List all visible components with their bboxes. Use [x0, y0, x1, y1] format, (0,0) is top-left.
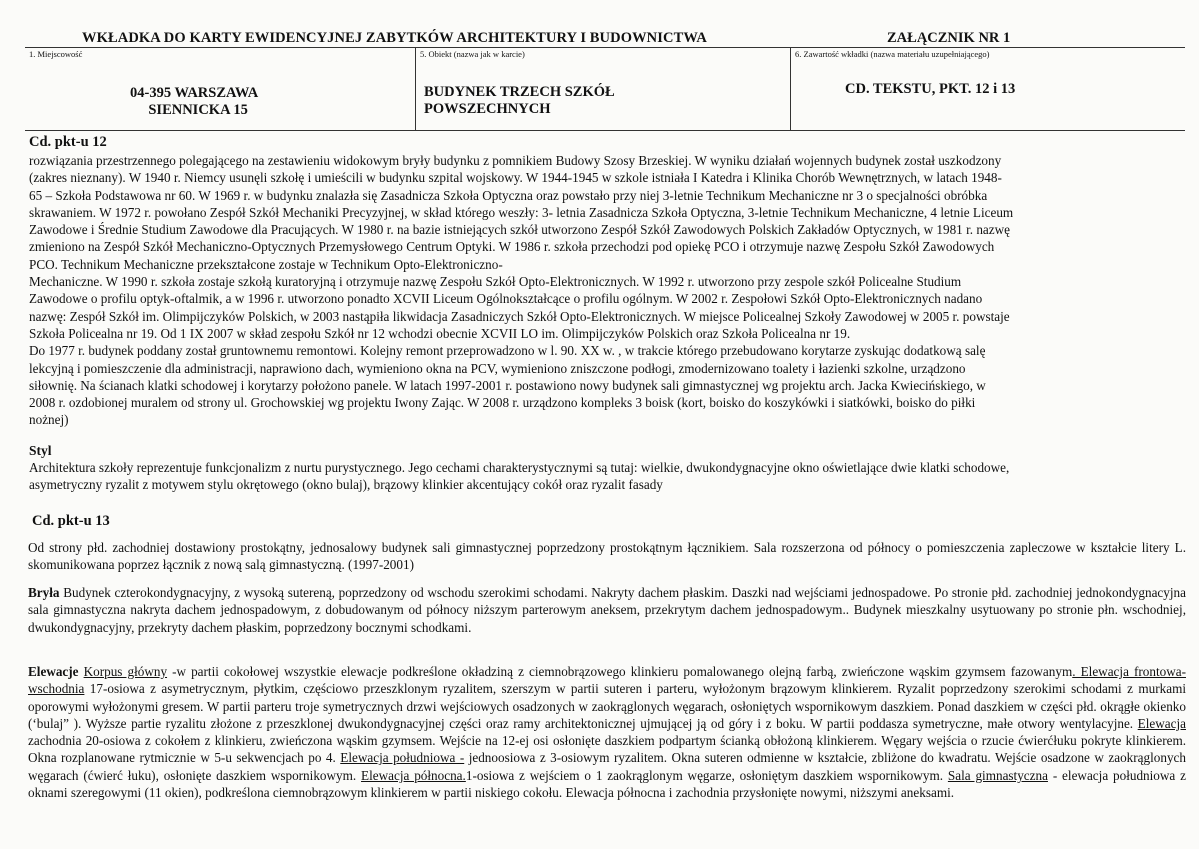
section-12-text [29, 152, 1189, 429]
massing-text: Budynek czterokondygnacyjny, z wysoką sutereną, poprzedzony od wschodu szerokimi schodami. Nakryty dachem płaskim. Daszki nad wejściami jednospadowe. Po stronie płd. zachodniej jednokondygnacyjna sala gimnastyczna nakryta dachem jednospadowym, z dobudowanym od północy niższym parterowym aneksem, przekrytym dachem jednospadowym.. Budynek mieszkalny usytuowany po stronie płn. wschodniej, dwukondygnacyjny, przekryty dachem płaskim, poprzedzony bocznymi schodkami. [28, 585, 1186, 635]
elevations-text-4: jednoosiowa z 3-osiowym ryzalitem. Okna suteren odmienne w kształcie, zbliżone do kwadratu. Wejście osadzone w zaokrąglonych węgarach (ćwierć łuku), osłonięte daszkiem wspornikowym. [28, 750, 1186, 783]
object-value [424, 84, 615, 118]
section-13-paragraph-massing [28, 584, 1186, 636]
text-line: Architektura szkoły reprezentuje funkcjonalizm z nurtu purystycznego. Jego cechami charakterystycznymi są tutaj: wielkie, dwukondygnacyjne okno oświetlające dwie klatki schodowe, [29, 460, 1010, 475]
object-line-1: BUDYNEK TRZECH SZKÓŁ [424, 84, 615, 100]
text-line: asymetryczny ryzalit z motywem stylu okrętowego (okno bulaj), brązowy klinkier akcentujący cokół oraz ryzalit fasady [29, 477, 663, 493]
front-elevation-term: . Elewacja frontowa-wschodnia [28, 664, 1186, 697]
elevations-text-6: - elewacja południowa z oknami szeregowymi (11 okien), podkreślona ciemnobrązowym klinkierem w partii niskiego cokołu. Elewacja północna i zachodnia przysłonięte nowymi, niższymi aneksami. [28, 767, 1186, 801]
text-line: siłownię. Na ścianach klatki schodowej i korytarzy położono panele. W latach 1997-2001 r. postawiono nowy budynek sali gimnastycznej wg projektu arch. Jacka Kwiecińskiego, w [29, 377, 986, 393]
text-line: 2008 r. ozdobionej muralem od strony ul. Grochowskiej wg projektu Iwony Zając. W 2008 r. urządzono kompleks 3 boisk (kort, boisko do koszykówki i siatkówki, boisko do piłki [29, 395, 976, 411]
annex-label: ZAŁĄCZNIK NR 1 [887, 30, 1011, 46]
section-13-paragraph-extension: Od strony płd. zachodniej dostawiony prostokątny, jednosalowy budynek sali gimnastycznej poprzedzony prostokątnym łącznikiem. Sala rozszerzona od północy o pomieszczenia zapleczowe w kształcie litery L. skomunikowana poprzez łącznik z nową salą gimnastyczną. (1997-2001) [28, 540, 1186, 573]
section-13-paragraph-elevations [28, 663, 1186, 801]
text-line: Do 1977 r. budynek poddany został gruntownemu remontowi. Kolejny remont przeprowadzono w l. 90. XX w. , w trakcie którego przebudowano korytarze zyskując dodatkową salę [29, 343, 986, 359]
massing-lead: Bryła [28, 585, 60, 600]
title-bar [0, 26, 1199, 46]
south-elevation-term: Elewacja południowa - [340, 750, 465, 766]
elevations-text-3: zachodnia 20-osiowa z cokołem z klinkieru, zwieńczona wąskim gzymsem. Wejście na 12-ej osi osłonięte daszkiem podpartym ścianką obłożoną klinkierem. Węgary wejścia o rzucie ćwierćłuku pokryte klinkierem. Okna rozplanowane rytmicznie w 5-u sekwencjach po 4. [28, 733, 1186, 766]
contents-value: CD. TEKSTU, PKT. 12 i 13 [845, 81, 1016, 97]
text-line: Szkoła Policealna nr 19. Od 1 IX 2007 w skład zespołu Szkół nr 12 wchodzi obecnie XCVII LO im. Olimpijczyków Polskich oraz Szkoła Policealna nr 19. [29, 325, 851, 341]
contents-label: 6. Zawartość wkładki (nazwa materiału uzupełniającego) [795, 49, 990, 59]
style-heading: Styl [29, 443, 52, 458]
elevations-text-2: 17-osiowa z asymetrycznym, płytkim, częściowo przeszklonym ryzalitem, szerszym w partii suteren i parteru, wyłożonym brązowym klinkierem. Ryzalit poprzedzony szerokimi schodami z murkami oporowymi wyłożonymi gresem. W partii parteru troje symetrycznych drzwi wejściowych osadzonych w zaokrąglonych węgarach, osłoniętych wspornikowym daszkiem. Ponad daszkiem w części płd. okrągłe okienko (‘bulaj” ). Wyższe partie ryzalitu złożone z przeszklonej dwukondygnacyjnej części oraz ramy architektonicznej ujmującej ją od góry i z boku. W partii poddasza symetryczne, małe otwory wentylacyjne. [28, 681, 1186, 731]
location-value [130, 85, 258, 119]
header-table [25, 47, 1185, 131]
text-line: (zakres nieznany). W 1940 r. Niemcy usunęli szkołę i umieścili w budynku szpital wojskowy. W 1944-1945 w szkole istniała I Katedra i Klinika Chorób Wewnętrznych, w latach 1948- [29, 170, 1002, 186]
section-12-heading: Cd. pkt-u 12 [29, 134, 107, 150]
text-line: Zawodowe o profilu optyk-oftalmik, a w 1996 r. utworzono ponadto XCVII Liceum Ogólnokształcące o profilu ogólnym. W 2002 r. Zespołowi Szkół Opto-Elektronicznych nadano [29, 291, 983, 307]
style-text [29, 459, 1189, 494]
north-elevation-term: Elewacja północna. [361, 767, 466, 783]
text-line: nazwę: Zespół Szkół im. Olimpijczyków Polskich, w 2003 nastąpiła likwidacja Zasadniczych Szkół Opto-Elektronicznych. W miejsce Policealnej Szkoły Zawodowej w 2005 r. powstaje [29, 308, 1010, 324]
document-title: WKŁADKA DO KARTY EWIDENCYJNEJ ZABYTKÓW ARCHITEKTURY I BUDOWNICTWA [82, 30, 707, 46]
text-line: Zawodowe i Średnie Studium Zawodowe dla Pracujących. W 1980 r. na bazie istniejących szkół utworzono Zespół Szkół Zawodowych Polskich Zakładów Optycznych, w 1981 r. nazwę [29, 222, 1011, 238]
location-line-2: SIENNICKA 15 [148, 102, 248, 118]
text-line: Mechaniczne. W 1990 r. szkoła zostaje szkołą kuratoryjną i otrzymuje nazwę Zespołu Szkół Opto-Elektronicznych. W 1992 r. utworzono przy zespole szkół Policealne Studium [29, 274, 962, 290]
elevations-lead: Elewacje [28, 664, 79, 679]
text-line: nożnej) [29, 412, 69, 428]
contents-cell [790, 48, 1186, 130]
west-elevation-term: Elewacja [1137, 715, 1186, 731]
main-body-term: Korpus główny [83, 664, 168, 679]
object-label: 5. Obiekt (nazwa jak w karcie) [420, 49, 525, 59]
section-13-heading: Cd. pkt-u 13 [32, 513, 110, 529]
elevations-text-5: 1-osiowa z wejściem o 1 zaokrąglonym węgarze, osłoniętym daszkiem wspornikowym. [465, 767, 948, 783]
text-line: skrawaniem. W 1972 r. powołano Zespół Szkół Mechaniki Precyzyjnej, w skład którego weszły: 3- letnia Zasadnicza Szkoła Optyczna, 3-letnie Technikum Mechaniczne, 4 letnie Liceum [29, 204, 1014, 220]
text-line: zmieniono na Zespół Szkół Mechaniczno-Optycznych Przemysłowego Centrum Optyki. W 1986 r. szkoła przechodzi pod opiekę PCO i otrzymuje nazwę Zespołu Szkół Zawodowych [29, 239, 995, 255]
object-line-2: POWSZECHNYCH [424, 101, 551, 117]
location-label: 1. Miejscowość [29, 49, 83, 59]
text-line: lekcyjną i pomieszczenie dla administracji, naprawiono dach, wymieniono okna na PCV, wymieniono zniszczone podłogi, zmodernizowano toalety i łazienki szkolne, urządzono [29, 360, 966, 376]
text-line: rozwiązania przestrzennego polegającego na zestawieniu widokowym bryły budynku z pomnikiem Budowy Szosy Brzeskiej. W wyniku działań wojennych budynek został uszkodzony [29, 153, 1002, 168]
text-line: 65 – Szkoła Podstawowa nr 60. W 1969 r. w budynku znalazła się Zasadnicza Szkoła Optyczna oraz powstało przy niej 3-letnie Technikum Mechaniczne nr 3 o specjalności obróbka [29, 187, 988, 203]
location-line-1: 04-395 WARSZAWA [130, 85, 259, 101]
object-cell [415, 48, 791, 130]
elevations-text-1: -w partii cokołowej wszystkie elewacje podkreślone okładziną z ciemnobrązowego klinkieru pomalowanego olejną farbą, zwieńczone wąskim gzymsem fazowanym [167, 664, 1073, 679]
gym-term: Sala gimnastyczna [947, 767, 1048, 783]
text-line: PCO. Technikum Mechaniczne przekształcone zostaje w Technikum Opto-Elektroniczno- [29, 256, 503, 272]
location-cell [25, 48, 415, 130]
